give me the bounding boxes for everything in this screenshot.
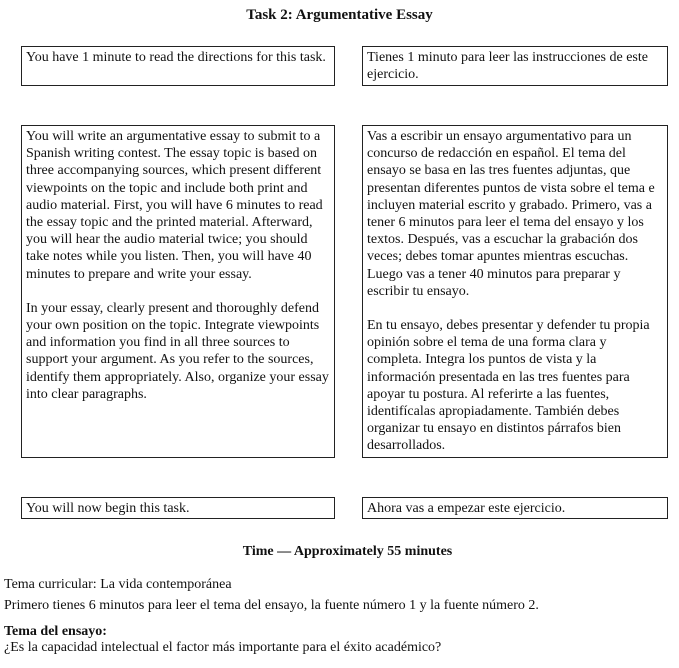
english-intro-text: You have 1 minute to read the directions for this task.	[26, 50, 326, 65]
essay-topic-heading: Tema del ensayo:	[4, 624, 107, 639]
english-intro-box	[21, 46, 335, 86]
english-begin-box	[21, 497, 335, 519]
essay-topic-question: ¿Es la capacidad intelectual el factor más importante para el éxito académico?	[4, 640, 442, 655]
spanish-begin-text: Ahora vas a empezar este ejercicio.	[367, 501, 566, 516]
reading-instructions: Primero tienes 6 minutos para leer el tema del ensayo, la fuente número 1 y la fuente número 2.	[4, 598, 539, 613]
time-label: Time — Approximately 55 minutes	[242, 544, 453, 559]
spanish-begin-box	[362, 497, 668, 519]
curricular-theme: Tema curricular: La vida contemporánea	[4, 577, 232, 592]
spanish-intro-box	[362, 46, 668, 86]
english-begin-text: You will now begin this task.	[26, 501, 190, 516]
spanish-directions-paragraph-1: Vas a escribir un ensayo argumentativo para un concurso de redacción en español. El tema del ensayo se basa en las tres fuentes adjuntas, que presentan diferentes puntos de vista sobre el tema e incluyen material escrito y grabado. Primero, vas a tener 6 minutos para leer el tema del ensayo y los textos. Después, vas a escuchar la grabación dos veces; debes tomar apuntes mientras escuchas. Luego vas a tener 40 minutos para preparar y escribir tu ensayo.	[367, 129, 655, 299]
english-directions-paragraph-2: In your essay, clearly present and thoroughly defend your own position on the topic. Integrate viewpoints and information you find in all three sources to support your argument. As you refer to the sources, identify them appropriately. Also, organize your essay into clear paragraphs.	[26, 300, 329, 402]
page-title: Task 2: Argumentative Essay	[246, 7, 433, 23]
spanish-directions-paragraph-2: En tu ensayo, debes presentar y defender tu propia opinión sobre el tema de una forma clara y completa. Integra los puntos de vista y la información presentada en las tres fuentes para apoyar tu postura. Al referirte a las fuentes, identifícalas apropiadamente. También debes organizar tu ensayo en distintos párrafos bien desarrollados.	[367, 318, 650, 454]
spanish-intro-text: Tienes 1 minuto para leer las instrucciones de este ejercicio.	[367, 50, 648, 83]
spanish-directions-box	[362, 125, 668, 458]
english-directions-paragraph-1: You will write an argumentative essay to submit to a Spanish writing contest. The essay topic is based on three accompanying sources, which present different viewpoints on the topic and include both print and audio material. First, you will have 6 minutes to read the essay topic and the printed material. Afterward, you will hear the audio material twice; you should take notes while you listen. Then, you will have 40 minutes to prepare and write your essay.	[26, 129, 323, 282]
english-directions-box	[21, 125, 335, 458]
